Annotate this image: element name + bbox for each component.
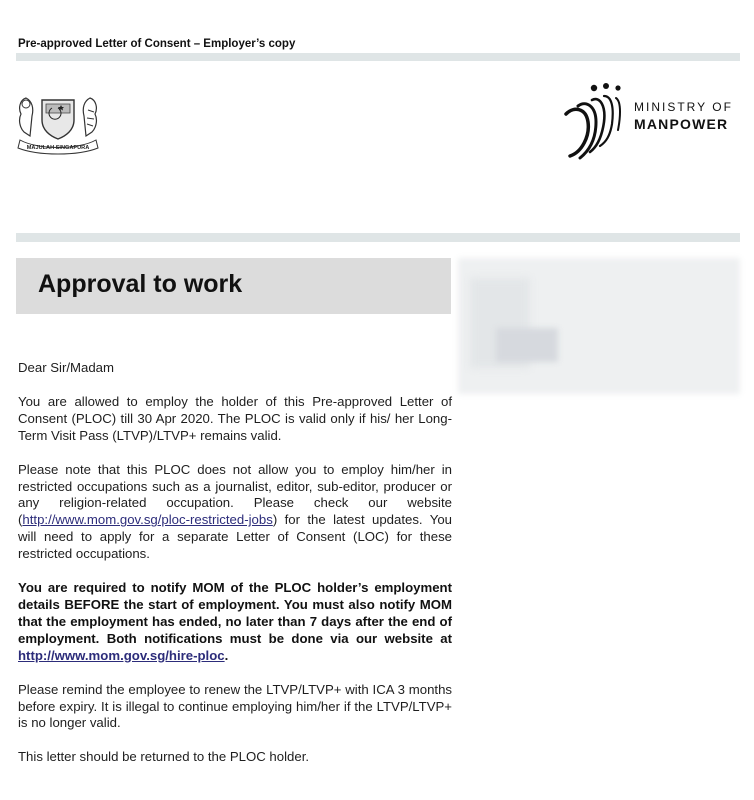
paragraph-text: ) for the latest updates. You will need to apply for a separate Letter of Consent (LOC) for these restricted occupations.	[18, 512, 452, 562]
page-title: Approval to work	[38, 270, 243, 298]
hire-ploc-link[interactable]: http://www.mom.gov.sg/hire-ploc	[18, 647, 225, 663]
paragraph-restrictions	[18, 462, 452, 563]
letter-body	[18, 360, 452, 783]
ministry-line1: MINISTRY OF	[634, 100, 733, 114]
crest-motto: MAJULAH SINGAPURA	[26, 145, 90, 151]
paragraph-text: .	[224, 647, 229, 663]
paragraph-text: Please note that this PLOC does not allow you to employ him/her in restricted occupations such as a journalist, editor, sub-editor, producer or any religion-related occupation. Please check our website (	[18, 461, 452, 528]
title-box	[16, 258, 451, 314]
mom-logo-icon	[560, 78, 632, 162]
paragraph-renewal: Please remind the employee to renew the LTVP/LTVP+ with ICA 3 months before expiry. It is illegal to continue employing him/her if the LTVP/LTVP+ is no longer valid.	[18, 681, 452, 731]
ministry-of-manpower-logo	[560, 78, 750, 162]
paragraph-validity: You are allowed to employ the holder of this Pre-approved Letter of Consent (PLOC) till 30 Apr 2020. The PLOC is valid only if his/ her Long-Term Visit Pass (LTVP)/LTVP+ remains valid.	[18, 393, 452, 443]
redacted-area	[458, 258, 740, 394]
header-rule	[16, 53, 740, 61]
section-rule	[16, 233, 740, 242]
paragraph-text: You are required to notify MOM of the PLOC holder’s employment details BEFORE the start of employment. You must also notify MOM that the employment has ended, no later than 7 days after the end of employment. Both notifications must be done via our website at	[18, 580, 452, 646]
paragraph-notification	[18, 580, 452, 665]
coat-of-arms-icon	[12, 86, 104, 156]
restricted-jobs-link[interactable]: http://www.mom.gov.sg/ploc-restricted-jobs	[22, 512, 273, 528]
ministry-line2: MANPOWER	[634, 116, 729, 132]
paragraph-return: This letter should be returned to the PLOC holder.	[18, 749, 310, 765]
salutation: Dear Sir/Madam	[18, 360, 115, 375]
copy-label: Pre-approved Letter of Consent – Employer’s copy	[18, 38, 296, 50]
redaction-blur	[496, 328, 558, 362]
